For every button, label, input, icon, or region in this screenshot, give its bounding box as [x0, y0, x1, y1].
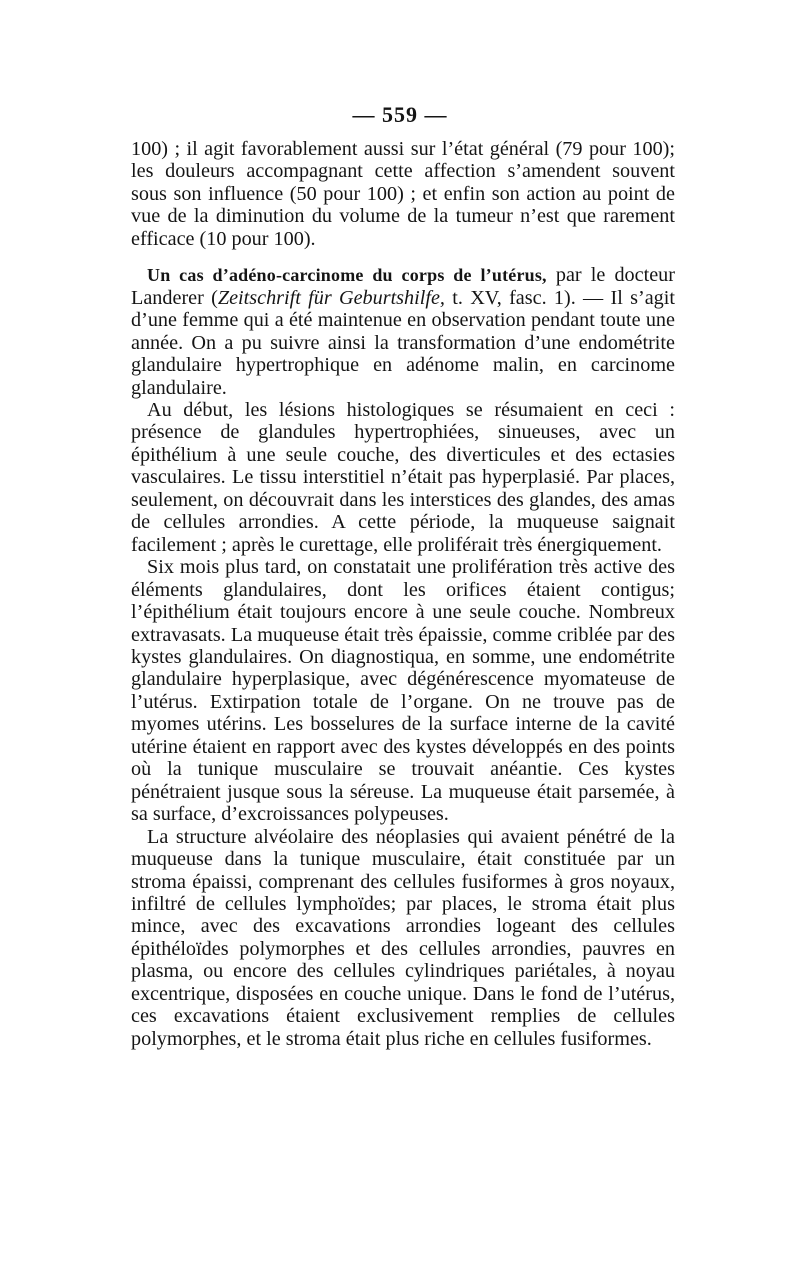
journal-name: Zeitschrift für Geburtshilfe, — [217, 286, 445, 309]
article-author-text: par le docteur Landerer ( — [131, 264, 675, 309]
body-text — [131, 138, 675, 1050]
paragraph-continuation: 100) ; il agit favorablement aussi sur l’état général (79 pour 100); les douleurs accompagnant cette affection s’amendent souvent sous son influence (50 pour 100) ; et enfin son action au point de vue de la diminution du volume de la tumeur n’est que rarement efficace (10 pour 100). — [131, 138, 675, 250]
article-intro-text: t. XV, fasc. 1). — Il s’agit d’une femme qui a été maintenue en observation pendant toute une année. On a pu suivre ainsi la transformation d’une endométrite glandulaire hypertrophique en adénome malin, en carcinome glandulaire. — [131, 286, 675, 399]
article-title: Un cas d’adéno-carcinome du corps de l’utérus, — [147, 265, 547, 286]
paragraph-six-months-later: Six mois plus tard, on constatait une prolifération très active des éléments glandulaires, dont les orifices étaient contigus; l’épithélium était toujours encore à une seule couche. Nombreux extravasats. La muqueuse était très épaissie, comme criblée par des kystes glandulaires. On diagnostiqua, en somme, une endométrite glandulaire hyperplasique, avec dégénérescence myomateuse de l’utérus. Extirpation totale de l’organe. On ne trouve pas de myomes utérins. Les bosselures de la surface interne de la cavité utérine étaient en rapport avec des kystes développés en des points où la tunique musculaire se trouvait anéantie. Ces kystes pénétraient jusque sous la séreuse. La muqueuse était parsemée, à sa surface, d’excroissances polypeuses. — [131, 556, 675, 826]
page-number: — 559 — — [352, 102, 448, 127]
paragraph-article-intro — [131, 264, 675, 399]
paragraph-initial-lesions: Au début, les lésions histologiques se résumaient en ceci : présence de glandules hypertrophiées, sinueuses, avec un épithélium à une seule couche, des diverticules et des ectasies vasculaires. Le tissu interstitiel n’était pas hyperplasié. Par places, seulement, on découvrait dans les interstices des glandes, des amas de cellules arrondies. A cette période, la muqueuse saignait facilement ; après le curettage, elle proliférait très énergiquement. — [131, 398, 675, 556]
paragraph-alveolar-structure: La structure alvéolaire des néoplasies qui avaient pénétré de la muqueuse dans la tunique musculaire, était constituée par un stroma épaissi, comprenant des cellules fusiformes à gros noyaux, infiltré de cellules lymphoïdes; par places, le stroma était plus mince, avec des excavations arrondies logeant des cellules épithéloïdes polymorphes et des cellules arrondies, pauvres en plasma, ou encore des cellules cylindriques pariétales, à noyau excentrique, disposées en couche unique. Dans le fond de l’utérus, ces excavations étaient exclusivement remplies de cellules polymorphes, et le stroma était plus riche en cellules fusiformes. — [131, 825, 675, 1050]
